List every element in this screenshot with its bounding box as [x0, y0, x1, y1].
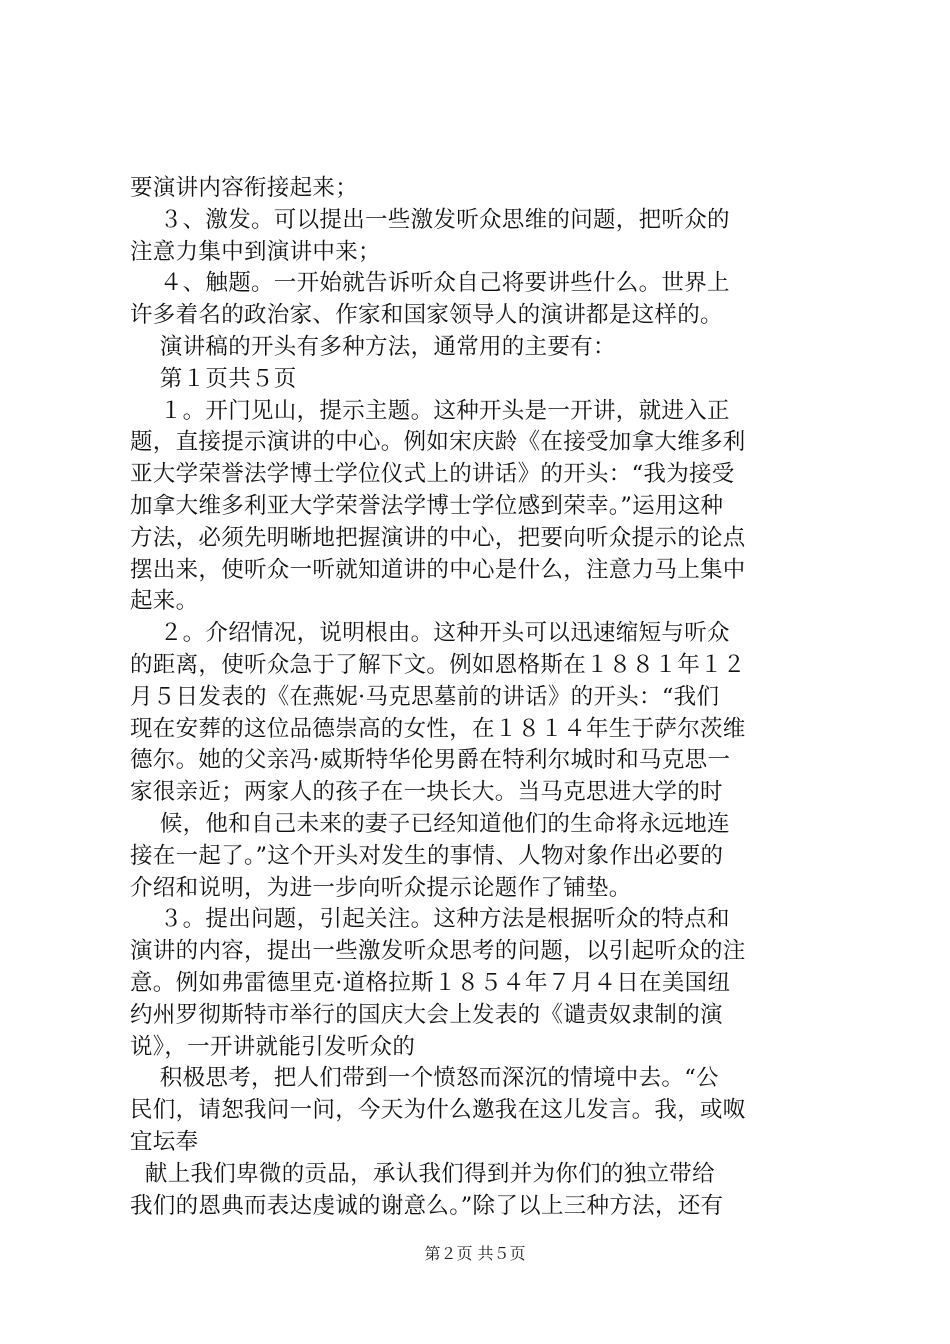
text-line: 许多着名的政治家、作家和国家领导人的演讲都是这样的。	[130, 302, 723, 329]
text-line: 家很亲近；两家人的孩子在一块长大。当马克思进大学的时	[130, 779, 723, 806]
body-text	[130, 173, 840, 1222]
text-line: 注意力集中到演讲中来；	[130, 238, 381, 265]
text-line: 我们的恩典而表达虔诚的谢意么。”除了以上三种方法，还有	[130, 1192, 724, 1219]
text-line: 德尔。她的父亲冯·威斯特华伦男爵在特利尔城时和马克思一	[130, 747, 731, 774]
text-line: 宜坛奉	[130, 1128, 199, 1155]
text-line: 接在一起了。”这个开头对发生的事情、人物对象作出必要的	[130, 842, 724, 869]
text-line: 献上我们卑微的贡品，承认我们得到并为你们的独立带给	[130, 1160, 715, 1187]
text-line: 说》，一开讲就能引发听众的	[130, 1033, 416, 1060]
text-line: 方法，必须先明晰地把握演讲的中心，把要向听众提示的论点	[130, 524, 746, 551]
text-line: 现在安葬的这位品德崇高的女性，在１８１４年生于萨尔茨维	[130, 715, 746, 742]
text-line: 候，他和自己未来的妻子已经知道他们的生命将永远地连	[130, 810, 730, 837]
text-line: 约州罗彻斯特市举行的国庆大会上发表的《谴责奴隶制的演	[130, 1001, 723, 1028]
text-line: ２。介绍情况，说明根由。这种开头可以迅速缩短与听众	[130, 620, 730, 647]
text-line: 要演讲内容衔接起来；	[130, 175, 359, 201]
text-line: ４、触题。一开始就告诉听众自己将要讲些什么。世界上	[130, 270, 730, 297]
text-line: 摆出来，使听众一听就知道讲的中心是什么，注意力马上集中	[130, 556, 746, 583]
text-line: ３。提出问题，引起关注。这种方法是根据听众的特点和	[130, 906, 730, 933]
text-line: 题，直接提示演讲的中心。例如宋庆龄《在接受加拿大维多利	[130, 429, 746, 456]
text-line: 亚大学荣誉法学博士学位仪式上的讲话》的开头：“我为接受	[130, 461, 735, 488]
text-line: 演讲稿的开头有多种方法，通常用的主要有：	[130, 333, 616, 360]
text-line: 月５日发表的《在燕妮·马克思墓前的讲话》的开头：“我们	[130, 683, 720, 710]
text-line: 积极思考，把人们带到一个愤怒而深沉的情境中去。“公	[130, 1065, 719, 1092]
text-line: 加拿大维多利亚大学荣誉法学博士学位感到荣幸。”运用这种	[130, 492, 724, 519]
text-line: 起来。	[130, 588, 199, 615]
text-line: 介绍和说明，为进一步向听众提示论题作了铺垫。	[130, 874, 632, 901]
page-footer	[0, 1244, 950, 1264]
text-line: 意。例如弗雷德里克·道格拉斯１８５４年７月４日在美国纽	[130, 969, 731, 996]
text-line: 民们，请恕我问一问，今天为什么邀我在这儿发言。我，或呶	[130, 1097, 746, 1124]
text-line: 演讲的内容，提出一些激发听众思考的问题，以引起听众的注	[130, 938, 746, 965]
text-line: 的距离，使听众急于了解下文。例如恩格斯在１８８１年１２	[130, 651, 746, 678]
inline-page-marker: 第１页共５页	[130, 365, 297, 392]
text-line: １。开门见山，提示主题。这种开头是一开讲，就进入正	[130, 397, 730, 424]
page-number-label: 第２页 共５页	[424, 1244, 526, 1263]
text-line: ３、激发。可以提出一些激发听众思维的问题，把听众的	[130, 206, 730, 233]
